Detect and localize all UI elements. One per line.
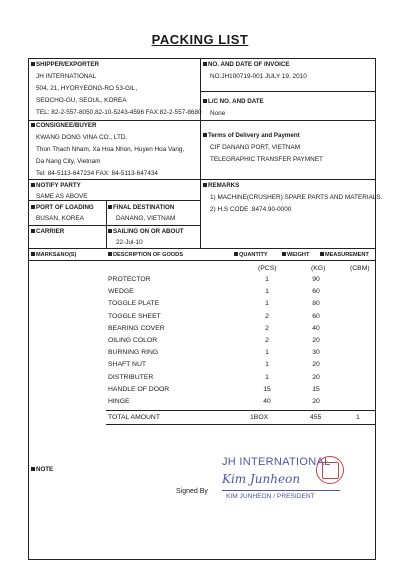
lc-value: None	[210, 110, 226, 117]
goods-weight: 20	[312, 373, 320, 381]
notify-value: SAME AS ABOVE	[36, 193, 88, 200]
goods-quantity: 1	[265, 300, 269, 308]
goods-quantity: 40	[263, 398, 271, 405]
goods-quantity: 1	[265, 276, 269, 283]
goods-quantity: 1	[265, 361, 269, 369]
consignee-header: CONSIGNEE/BUYER	[31, 122, 97, 130]
goods-description: PROTECTOR	[108, 276, 151, 283]
notify-header: NOTIFY PARTY	[31, 182, 81, 190]
unit-measurement: (CBM)	[350, 265, 370, 272]
signature-line	[222, 490, 340, 491]
col-measurement: MEASUREMENT	[320, 251, 369, 259]
total-weight: 455	[310, 414, 322, 421]
goods-description: SHAFT NUT	[108, 361, 147, 369]
goods-weight: 90	[312, 276, 320, 283]
goods-quantity: 1	[265, 288, 269, 296]
goods-description: WEDGE	[108, 288, 134, 296]
divider	[200, 91, 376, 92]
goods-weight: 40	[312, 324, 320, 332]
invoice-header: NO. AND DATE OF INVOICE	[203, 61, 289, 69]
unit-weight: (KG)	[311, 265, 326, 272]
goods-weight: 60	[312, 312, 320, 320]
goods-weight: 80	[312, 300, 320, 308]
divider	[28, 120, 376, 121]
unit-qty: (PCS)	[258, 265, 277, 272]
total-label: TOTAL AMOUNT	[108, 414, 160, 421]
goods-quantity: 2	[265, 324, 269, 332]
company-seal	[316, 456, 344, 484]
goods-quantity: 1	[265, 349, 269, 357]
goods-description: BEARING COVER	[108, 324, 165, 332]
goods-description: TOGGLE PLATE	[108, 300, 160, 308]
divider	[28, 179, 376, 180]
divider	[28, 260, 376, 261]
divider	[28, 248, 376, 249]
shipper-line: TEL: 82-2-557-8050,82-10-5243-4596 FAX:82-2-557-8680	[36, 109, 202, 116]
consignee-line: Tel: 84-5113-647234 FAX: 84-5113-647434	[36, 170, 158, 177]
remarks-line: 2) H.S CODE :8474.90-0000	[210, 206, 292, 213]
terms-line: CIF DANANG PORT, VIETNAM	[210, 144, 301, 151]
goods-quantity: 2	[265, 337, 269, 344]
total-measurement: 1	[356, 414, 360, 421]
remarks-line: 1) MACHINE(CRUSHER) SPARE PARTS AND MATERIALS.	[210, 194, 383, 201]
goods-weight: 60	[312, 288, 320, 296]
lc-header: L/C NO. AND DATE	[203, 98, 264, 106]
total-qty: 1BOX	[250, 414, 269, 421]
shipper-line: JH INTERNATIONAL	[36, 73, 97, 80]
col-description: DESCRIPTION OF GOODS	[108, 251, 183, 259]
goods-weight: 30	[312, 349, 320, 357]
divider	[106, 200, 107, 248]
goods-description: OILING COLOR	[108, 337, 158, 344]
document-title: PACKING LIST	[151, 32, 249, 47]
invoice-value: NO.JH100719-001 JULY 19, 2010	[210, 73, 307, 80]
goods-weight: 20	[312, 398, 320, 405]
goods-description: HANDLE OF DOOR	[108, 385, 170, 393]
port-loading-value: BUSAN, KOREA	[36, 215, 84, 222]
stamp-company: JH INTERNATIONAL	[222, 456, 331, 468]
shipper-line: SEOCHO-GU, SEOUL, KOREA	[36, 97, 127, 104]
divider	[28, 225, 200, 226]
sailing-value: 22-Jul-10	[116, 239, 143, 246]
terms-line: TELEGRAPHIC TRANSFER PAYMNET	[210, 156, 323, 163]
note-header: NOTE	[31, 466, 53, 474]
goods-quantity: 15	[263, 385, 271, 393]
col-quantity: QUANTITY	[234, 251, 268, 259]
goods-description: BURNING RING	[108, 349, 159, 357]
goods-quantity: 2	[265, 312, 269, 320]
signer-name: KIM JUNHEON / PRESIDENT	[226, 493, 315, 500]
goods-quantity: 1	[265, 373, 269, 381]
signed-by-label: Signed By	[176, 488, 208, 495]
divider	[106, 424, 376, 425]
final-destination-value: DANANG, VIETNAM	[116, 215, 176, 222]
goods-weight: 20	[312, 337, 320, 344]
goods-description: DISTRIBUTER	[108, 373, 154, 381]
port-loading-header: PORT OF LOADING	[31, 204, 94, 212]
signature-handwriting: Kim Junheon	[222, 472, 301, 486]
consignee-line: Thon Thach Nham, Xa Hoa Nhon, Huyen Hoa Vang,	[36, 146, 185, 153]
final-destination-header: FINAL DESTINATION	[108, 204, 174, 212]
goods-weight: 15	[312, 385, 320, 393]
goods-description: HINGE	[108, 398, 130, 405]
goods-weight: 20	[312, 361, 320, 369]
shipper-line: 504, 21, HYORYEONG-RO 53-GIL,	[36, 85, 138, 92]
goods-description: TOGGLE SHEET	[108, 312, 161, 320]
sailing-header: SAILING ON OR ABOUT	[108, 228, 184, 236]
col-marks: MARKS&NO(S)	[31, 251, 76, 259]
terms-header: Terms of Delivery and Payment	[203, 132, 300, 140]
col-weight: WEIGHT	[282, 251, 309, 259]
divider	[200, 58, 201, 248]
remarks-header: REMARKS	[203, 182, 239, 190]
carrier-header: CARRIER	[31, 228, 64, 236]
consignee-line: Da Nang City, Vietnam	[36, 158, 101, 165]
divider	[106, 410, 376, 411]
shipper-header: SHIPPER/EXPORTER	[31, 61, 99, 69]
consignee-line: KWANG DONG VINA CO., LTD.	[36, 134, 128, 141]
